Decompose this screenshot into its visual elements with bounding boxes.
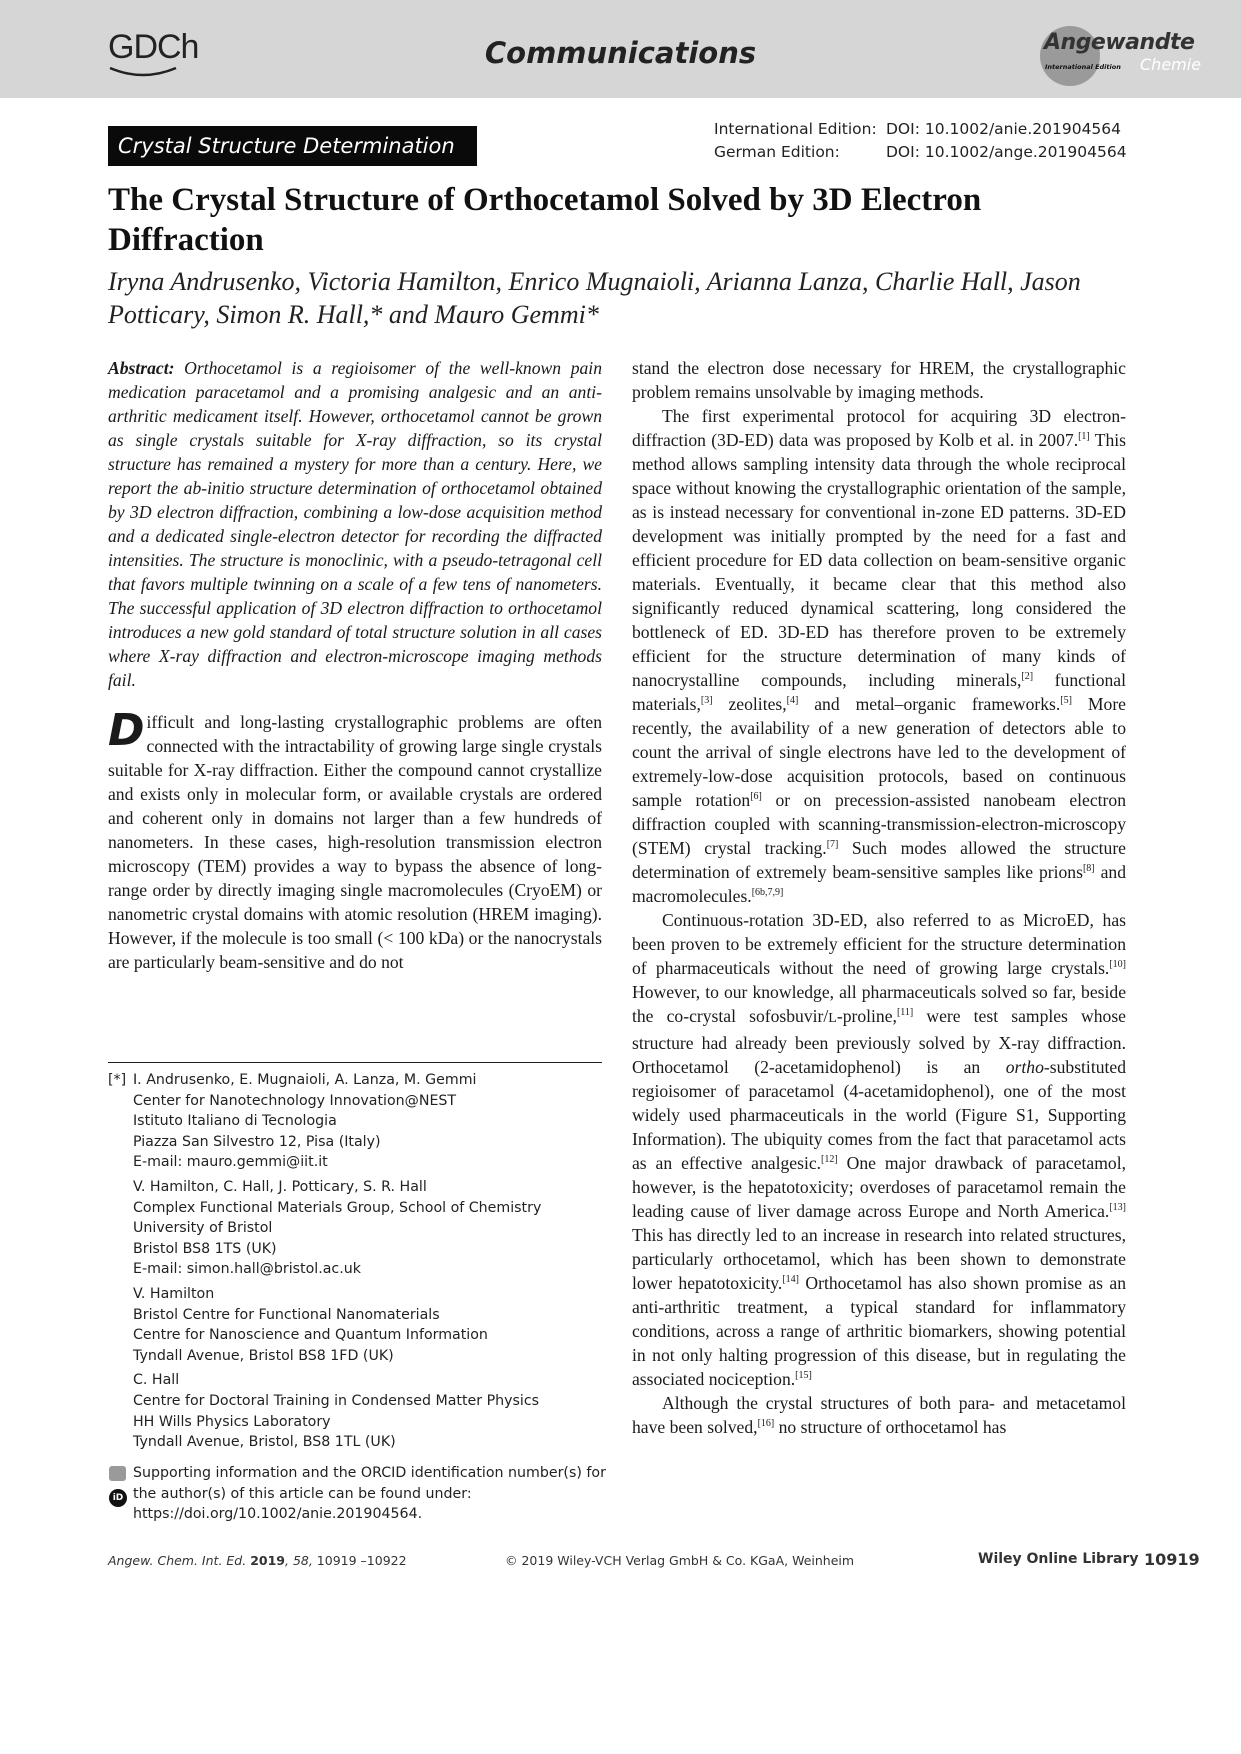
angewandte-logo-chemie: Chemie bbox=[1140, 55, 1202, 74]
affiliation-block bbox=[133, 1284, 608, 1366]
text-run: Although the crystal structures of both para- and metacetamol have been solved, bbox=[632, 1393, 1126, 1437]
affiliation-line: Centre for Doctoral Training in Condensed Matter Physics bbox=[133, 1392, 540, 1409]
gdch-logo: GDCh bbox=[108, 28, 199, 66]
intro-paragraph bbox=[108, 705, 602, 974]
text-run: However, to our knowledge, all pharmaceuticals solved so far, beside the co-crystal sofosbuvir/ bbox=[632, 982, 1126, 1026]
reference[interactable]: [16] bbox=[757, 1418, 775, 1430]
doi-german-link[interactable]: DOI: 10.1002/ange.201904564 bbox=[886, 143, 1127, 161]
supporting-info-note bbox=[108, 1463, 608, 1525]
angewandte-logo-subtitle: International Edition bbox=[1045, 63, 1121, 71]
small-caps-l: L bbox=[828, 1011, 837, 1026]
affiliation-line: Centre for Nanoscience and Quantum Information bbox=[133, 1327, 488, 1344]
supporting-link[interactable]: https://doi.org/10.1002/anie.201904564. bbox=[133, 1506, 423, 1523]
section-tag: Crystal Structure Determination bbox=[108, 126, 477, 166]
reference[interactable]: [14] bbox=[782, 1274, 800, 1286]
text-run: Continuous-rotation 3D-ED, also referred to as MicroED, has been proven to be extremely efficient for the structure determination of pharmaceuticals without the need of growing large crystals. bbox=[632, 910, 1126, 978]
doi-german-label: German Edition: bbox=[714, 143, 840, 161]
citation-year: 2019 bbox=[250, 1553, 285, 1568]
affiliation-line: Bristol Centre for Functional Nanomaterials bbox=[133, 1306, 440, 1323]
footnote-divider bbox=[108, 1062, 602, 1063]
paragraph-4 bbox=[632, 1391, 1126, 1439]
journal-header bbox=[0, 0, 1241, 98]
text-run: no structure of orthocetamol has bbox=[774, 1417, 1007, 1437]
reference[interactable]: [6] bbox=[750, 791, 762, 803]
citation-pages: 10919 –10922 bbox=[316, 1553, 407, 1568]
reference[interactable]: [4] bbox=[786, 695, 799, 707]
text-run: Orthocetamol has also shown promise as an anti-arthritic treatment, a typical standard for inflammatory conditions, across a range of arthritic biomarkers, showing potential in not only halting progression of this disease, but in regulating the associated nociception. bbox=[632, 1273, 1126, 1389]
author-list: Iryna Andrusenko, Victoria Hamilton, Enrico Mugnaioli, Arianna Lanza, Charlie Hall, Jason Potticary, Simon R. Hall,* and Mauro Gemmi* bbox=[108, 267, 1081, 329]
reference[interactable]: [8] bbox=[1082, 863, 1095, 875]
text-run: More recently, the availability of a new generation of detectors able to count the arrival of single electrons have led to the development of extremely-low-dose acquisition protocols, based on continuous sample rotation bbox=[632, 694, 1126, 810]
paragraph-3 bbox=[632, 908, 1126, 1391]
drop-cap: D bbox=[108, 705, 145, 756]
affiliation-line: Tyndall Avenue, Bristol BS8 1FD (UK) bbox=[133, 1347, 394, 1364]
doi-intl-link[interactable]: DOI: 10.1002/anie.201904564 bbox=[886, 120, 1122, 138]
reference[interactable]: [5] bbox=[1060, 695, 1072, 707]
citation-footer: Angew. Chem. Int. Ed. 2019, 58, 10919 –10922 bbox=[108, 1553, 407, 1568]
text-run: were test samples whose structure had already been previously solved by X-ray diffraction. Orthocetamol (2-acetamidophenol) is an bbox=[632, 1006, 1126, 1077]
corresponding-mark: [*] bbox=[108, 1072, 127, 1088]
paragraph-2 bbox=[632, 404, 1126, 908]
paragraph-1: stand the electron dose necessary for HREM, the crystallographic problem remains unsolvable by imaging methods. bbox=[632, 358, 1126, 402]
text-run: Such modes allowed the structure determination of extremely beam-sensitive samples like prions bbox=[632, 838, 1126, 882]
reference[interactable]: [10] bbox=[1109, 959, 1126, 971]
text-run: or on precession-assisted nanobeam electron diffraction coupled with scanning-transmission-electron-microscopy (STEM) crystal tracking. bbox=[632, 790, 1126, 858]
text-run: The first experimental protocol for acquiring 3D electron-diffraction (3D-ED) data was proposed by Kolb et al. in 2007. bbox=[632, 406, 1126, 450]
copyright: © 2019 Wiley-VCH Verlag GmbH & Co. KGaA, Weinheim bbox=[505, 1553, 855, 1568]
reference[interactable]: [7] bbox=[826, 839, 839, 851]
supporting-info-icon bbox=[109, 1466, 126, 1481]
abstract-text: Orthocetamol is a regioisomer of the well-known pain medication paracetamol and a promising analgesic and an anti-arthritic medicament itself. However, orthocetamol cannot be grown as single crystals suitable for X-ray diffraction, so its crystal structure has remained a mystery for more than a century. Here, we report the ab-initio structure determination of orthocetamol obtained by 3D electron diffraction, combining a low-dose acquisition method and a dedicated single-electron detector for recording the diffracted intensities. The structure is monoclinic, with a pseudo-tetragonal cell that favors multiple twinning on a scale of a few tens of nanometers. The successful application of 3D electron diffraction to orthocetamol introduces a new gold standard of total structure solution in all cases where X-ray diffraction and electron-microscope imaging methods fail. bbox=[108, 358, 602, 690]
affiliation-block bbox=[133, 1177, 608, 1280]
email-link[interactable]: E-mail: mauro.gemmi@iit.it bbox=[133, 1154, 328, 1171]
text-run: and metal–organic frameworks. bbox=[798, 694, 1061, 714]
affiliation-line: V. Hamilton bbox=[133, 1285, 215, 1302]
page-number: 10919 bbox=[1144, 1550, 1200, 1569]
reference[interactable]: [1] bbox=[1078, 431, 1090, 443]
reference[interactable]: [15] bbox=[795, 1370, 812, 1382]
affiliation-block bbox=[133, 1370, 608, 1452]
affiliations bbox=[108, 1070, 608, 1457]
intro-text: ifficult and long-lasting crystallographic problems are often connected with the intractability of growing large single crystals suitable for X-ray diffraction. Either the compound cannot crystallize and exists only in molecular form, or available crystals are ordered and coherent only in domains not larger than a few hundreds of nanometers. In these cases, high-resolution transmission electron microscopy (TEM) provides a way to bypass the absence of long-range order by directly imaging single macromolecules (CryoEM) or nanometric crystal domains with atomic resolution (HREM imaging). However, if the molecule is too small (< 100 kDa) or the nanocrystals are particularly beam-sensitive and do not bbox=[108, 712, 602, 972]
text-run: One major drawback of paracetamol, however, is the hepatotoxicity; overdoses of paracetamol remain the leading cause of liver damage across Europe and North America. bbox=[632, 1153, 1126, 1221]
abstract-label: Abstract: bbox=[108, 358, 175, 378]
reference[interactable]: [2] bbox=[1021, 671, 1034, 683]
affiliation-line: Tyndall Avenue, Bristol, BS8 1TL (UK) bbox=[133, 1434, 396, 1451]
reference[interactable]: [11] bbox=[896, 1007, 914, 1019]
affiliation-block bbox=[133, 1070, 608, 1173]
affiliation-line: Center for Nanotechnology Innovation@NEST bbox=[133, 1092, 457, 1109]
affiliation-line: Piazza San Silvestro 12, Pisa (Italy) bbox=[133, 1133, 381, 1150]
journal-section-title: Communications bbox=[484, 36, 757, 70]
doi-intl-label: International Edition: bbox=[714, 120, 877, 138]
reference[interactable]: [6b,7,9] bbox=[751, 887, 784, 899]
left-column bbox=[108, 356, 602, 974]
email-link[interactable]: E-mail: simon.hall@bristol.ac.uk bbox=[133, 1261, 361, 1278]
wiley-online-library-link[interactable]: Wiley Online Library bbox=[978, 1551, 1139, 1567]
text-run: -substituted regioisomer of paracetamol (4-acetamidophenol), one of the most widely used pharmaceuticals in the world (Figure S1, Supporting Information). The ubiquity comes from the fact that paracetamol acts as an effective analgesic. bbox=[632, 1057, 1126, 1173]
affiliation-line: Bristol BS8 1TS (UK) bbox=[133, 1240, 277, 1257]
supporting-line: the author(s) of this article can be found under: bbox=[133, 1485, 472, 1502]
affiliation-line: HH Wills Physics Laboratory bbox=[133, 1413, 331, 1430]
angewandte-logo: Angewandte bbox=[1044, 30, 1195, 55]
affiliation-line: I. Andrusenko, E. Mugnaioli, A. Lanza, M. Gemmi bbox=[133, 1072, 477, 1088]
text-run: functional materials, bbox=[632, 670, 1126, 714]
reference[interactable]: [13] bbox=[1109, 1202, 1126, 1214]
affiliation-line: V. Hamilton, C. Hall, J. Potticary, S. R. Hall bbox=[133, 1178, 427, 1195]
italic-ortho: ortho bbox=[1005, 1057, 1044, 1077]
text-run: This method allows sampling intensity data through the whole reciprocal space without knowing the crystallographic orientation of the sample, as is instead necessary for conventional in-zone ED patterns. 3D-ED development was initially prompted by the need for a fast and efficient procedure for ED data collection on beam-sensitive organic materials. Eventually, it became clear that this method also significantly reduced dynamical scattering, long considered the bottleneck of ED. 3D-ED has therefore proven to be extremely efficient for the structure determination of many kinds of nanocrystalline compounds, including minerals, bbox=[632, 430, 1126, 690]
affiliation-line: University of Bristol bbox=[133, 1220, 273, 1237]
affiliation-line: Complex Functional Materials Group, School of Chemistry bbox=[133, 1199, 542, 1216]
reference[interactable]: [3] bbox=[700, 695, 713, 707]
citation-journal: Angew. Chem. Int. Ed. bbox=[108, 1553, 247, 1568]
text-run: and macromolecules. bbox=[632, 862, 1126, 906]
text-run: -proline, bbox=[836, 1006, 897, 1026]
doi-block bbox=[714, 118, 1127, 164]
text-run: zeolites, bbox=[712, 694, 787, 714]
right-column bbox=[632, 356, 1126, 1439]
affiliation-line: C. Hall bbox=[133, 1372, 180, 1389]
text-run: This has directly led to an increase in research into related structures, particularly orthocetamol, which has been shown to demonstrate lower hepatotoxicity. bbox=[632, 1225, 1126, 1293]
supporting-line: Supporting information and the ORCID identification number(s) for bbox=[133, 1465, 606, 1481]
orcid-icon: iD bbox=[109, 1489, 127, 1507]
affiliation-line: Istituto Italiano di Tecnologia bbox=[133, 1113, 337, 1130]
citation-volume: 58 bbox=[292, 1553, 309, 1568]
reference[interactable]: [12] bbox=[821, 1154, 838, 1166]
abstract bbox=[108, 356, 602, 692]
article-title: The Crystal Structure of Orthocetamol Solved by 3D Electron Diffraction bbox=[108, 182, 982, 258]
